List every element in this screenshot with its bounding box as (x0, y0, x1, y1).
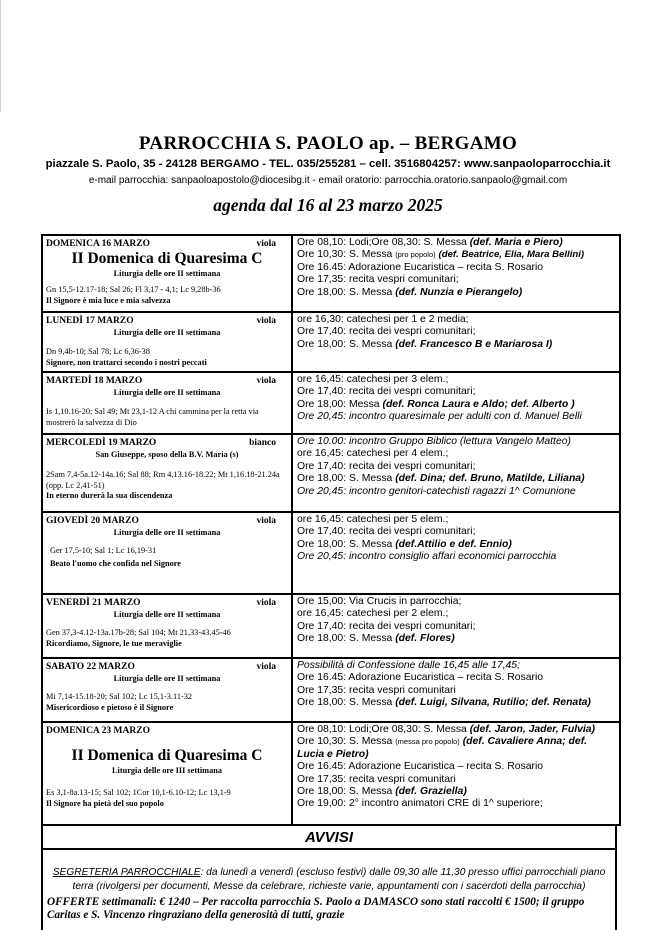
event-line: Ore 18,00: S. Messa (def. Graziella) (297, 786, 467, 798)
day-heading: MARTEDÌ 18 MARZO (46, 376, 143, 386)
event-line: ore 16,45: catechesi per 2 elem.; (297, 608, 449, 620)
parish-address: piazzale S. Paolo, 35 - 24128 BERGAMO - TEL. 035/255281 – cell. 3516804257: www.sanpaoloparrocchia.it (45, 158, 611, 170)
schedule-table (41, 234, 621, 826)
day-row (43, 593, 619, 657)
day-row (43, 511, 619, 593)
liturgical-color: bianco (249, 438, 276, 448)
event-line: Ore 16.45: Adorazione Eucaristica – recita S. Rosario (297, 761, 544, 773)
liturgy-week: Liturgia delle ore II settimana (113, 388, 221, 397)
psalm-response: Il Signore ha pietà del suo popolo (46, 798, 164, 808)
day-info (43, 659, 293, 721)
day-row (43, 236, 619, 311)
office-hours-notice: SEGRETERIA PARROCCHIALE: da lunedì a venerdì (escluso festivi) dalle 09,30 alle 11,30 presso uffici parrocchiali piano terra (rivolgersi per documenti, Messe da celebrare, richieste varie, appuntamenti con i sacerdoti della parrocchia) (52, 867, 606, 892)
event-line: Ore 17,35: recita vespri comunitari (297, 773, 456, 785)
event-line: Ore 18,00: S. Messa (def. Dina; def. Bruno, Matilde, Liliana) (297, 473, 585, 485)
psalm-response: Signore, non trattarci secondo i nostri peccati (46, 357, 207, 367)
day-heading: DOMENICA 16 MARZO (46, 239, 150, 249)
event-line: Ore 17,40: recita dei vespri comunitari; (297, 620, 476, 632)
event-line: ore 16,45: catechesi per 3 elem.; (297, 374, 449, 385)
day-info (43, 513, 293, 593)
event-line: Ore 20,45: incontro consiglio affari economici parrocchia (297, 551, 557, 563)
liturgy-week: Liturgia delle ore II settimana (113, 528, 221, 537)
event-line: Ore 16.45: Adorazione Eucaristica – recita S. Rosario (297, 672, 544, 684)
page-title: PARROCCHIA S. PAOLO ap. – BERGAMO (138, 133, 518, 154)
notices-section (41, 850, 617, 930)
event-line: Ore 17,40: recita dei vespri comunitari; (297, 386, 476, 398)
day-events (293, 373, 619, 433)
feast-title: II Domenica di Quaresima C (71, 747, 263, 764)
event-line: Ore 18,00: S. Messa (def. Nunzia e Pierangelo) (297, 286, 523, 298)
day-heading: SABATO 22 MARZO (46, 662, 135, 672)
event-line: Ore 18,00: S. Messa (def. Francesco B e Mariarosa I) (297, 338, 553, 350)
liturgical-color: viola (256, 516, 276, 526)
psalm-response: Il Signore è mia luce e mia salvezza (46, 295, 171, 305)
day-events (293, 435, 619, 511)
psalm-response: Beato l'uomo che confida nel Signore (50, 558, 181, 568)
day-info (43, 595, 293, 657)
day-events (293, 313, 619, 371)
day-row (43, 433, 619, 511)
day-row (43, 371, 619, 433)
page-edge-line (0, 0, 1, 112)
readings: Ger 17,5-10; Sal 1; Lc 16,19-31 (50, 546, 157, 555)
event-line: Ore 17,35: recita vespri comunitari; (297, 274, 459, 286)
offerings-label: OFFERTE settimanali (47, 896, 153, 908)
liturgical-color: viola (256, 316, 276, 326)
liturgy-week: Liturgia delle ore II settimana (113, 674, 221, 683)
liturgical-color: viola (256, 376, 276, 386)
feast-title: II Domenica di Quaresima C (71, 250, 263, 267)
event-line: ore 16,45: catechesi per 4 elem.; (297, 448, 449, 460)
day-info (43, 723, 293, 824)
readings: 2Sam 7,4-5a.12-14a.16; Sal 88; Rm 4,13.16-18.22; Mt 1,16.18-21.24a (opp. Lc 2,41-51) (46, 470, 280, 490)
psalm-response: Misericordioso e pietoso è il Signore (46, 702, 174, 712)
office-label: SEGRETERIA PARROCCHIALE (52, 867, 201, 878)
psalm-response: Ricordiamo, Signore, le tue meraviglie (46, 638, 182, 648)
event-line: Ore 18,00: S. Messa (def. Luigi, Silvana, Rutilio; def. Renata) (297, 697, 591, 709)
day-heading: DOMENICA 23 MARZO (46, 726, 150, 736)
event-line: Ore 08,10: Lodi;Ore 08,30: S. Messa (def. Maria e Piero) (297, 237, 563, 248)
event-line: Ore 18,00: S. Messa (def. Flores) (297, 633, 455, 645)
readings: Is 1,10.16-20; Sal 49; Mt 23,1-12 A chi cammina per la retta via mostrerò la salvezza di Dio (46, 407, 259, 427)
liturgy-week: Liturgia delle ore III settimana (111, 766, 222, 775)
readings: Gn 15,5-12.17-18; Sal 26; Fl 3,17 - 4,1; Lc 9,28b-36 (46, 285, 221, 294)
day-row (43, 721, 619, 824)
day-events (293, 723, 619, 824)
readings: Mi 7,14-15.18-20; Sal 102; Lc 15,1-3.11-32 (46, 692, 193, 701)
event-line: Ore 10,30: S. Messa (messa pro popolo) (def. Cavaliere Anna; def. (297, 736, 588, 748)
day-info (43, 435, 293, 511)
day-heading: LUNEDÌ 17 MARZO (46, 316, 134, 326)
liturgy-week: Liturgia delle ore II settimana (113, 269, 221, 278)
event-line: Ore 17,40: recita dei vespri comunitari; (297, 460, 476, 472)
day-info (43, 313, 293, 371)
agenda-heading: agenda dal 16 al 23 marzo 2025 (213, 195, 443, 215)
day-heading: MERCOLEDÌ 19 MARZO (46, 438, 157, 448)
liturgical-color: viola (256, 662, 276, 672)
day-events (293, 236, 619, 311)
day-heading: GIOVEDÌ 20 MARZO (46, 516, 139, 526)
liturgical-color: viola (256, 239, 276, 249)
liturgy-week: Liturgia delle ore II settimana (113, 610, 221, 619)
event-line: Ore 08,10: Lodi;Ore 08,30: S. Messa (def. Jaron, Jader, Fulvia) (297, 724, 596, 735)
readings: Dn 9,4b-10; Sal 78; Lc 6,36-38 (46, 347, 150, 356)
event-line: Lucia e Pietro) (297, 748, 369, 760)
event-line: Ore 16.45: Adorazione Eucaristica – recita S. Rosario (297, 261, 544, 273)
liturgical-color: viola (256, 598, 276, 608)
day-row (43, 657, 619, 721)
liturgy-week: Liturgia delle ore II settimana (113, 328, 221, 337)
day-events (293, 659, 619, 721)
offerings-notice: OFFERTE settimanali: € 1240 – Per raccolta parrocchia S. Paolo a DAMASCO sono stati raccolti € 1500; il gruppo Caritas e S. Vincenzo ringraziano della generosità di tutti, grazie (47, 896, 585, 921)
event-line: Ore 10,30: S. Messa (pro popolo) (def. Beatrice, Elia, Mara Bellini) (297, 249, 585, 261)
day-heading: VENERDÌ 21 MARZO (46, 598, 141, 608)
feast-subtitle: San Giuseppe, sposo della B.V. Maria (s) (95, 450, 239, 459)
event-line: ore 16,30: catechesi per 1 e 2 media; (297, 314, 469, 325)
day-events (293, 513, 619, 593)
event-line: Ore 18,00: Messa (def. Ronca Laura e Aldo; def. Alberto ) (297, 398, 575, 410)
event-line: Ore 10.00: incontro Gruppo Biblico (lettura Vangelo Matteo) (297, 436, 571, 447)
event-line: Ore 20,45: incontro genitori-catechisti ragazzi 1^ Comunione (297, 485, 576, 497)
readings: Es 3,1-8a.13-15; Sal 102; 1Cor 10,1-6.10-12; Lc 13,1-9 (46, 788, 231, 797)
event-line: Ore 17,35: recita vespri comunitari (297, 684, 456, 696)
event-line: ore 16,45: catechesi per 5 elem.; (297, 514, 449, 525)
parish-emails: e-mail parrocchia: sanpaoloapostolo@diocesibg.it - email oratorio: parrocchia.oratorio.sanpaolo@gmail.com (88, 175, 568, 186)
readings: Gen 37,3-4.12-13a.17b-28; Sal 104; Mt 21,33-43.45-46 (46, 628, 231, 637)
event-line: Ore 20,45: incontro quaresimale per adulti con d. Manuel Belli (297, 411, 582, 423)
day-row (43, 311, 619, 371)
notices-heading: AVVISI (41, 826, 617, 850)
day-info (43, 373, 293, 433)
day-info (43, 236, 293, 311)
event-line: Ore 18,00: S. Messa (def.Attilio e def. Ennio) (297, 538, 512, 550)
event-line: Ore 17,40: recita dei vespri comunitari; (297, 526, 476, 538)
event-line: Possibilità di Confessione dalle 16,45 alle 17,45; (297, 660, 520, 671)
psalm-response: In eterno durerà la sua discendenza (46, 491, 173, 500)
day-events (293, 595, 619, 657)
event-line: Ore 17,40: recita dei vespri comunitari; (297, 326, 476, 338)
event-line: Ore 15,00: Via Crucis in parrocchia; (297, 596, 462, 607)
event-line: Ore 19,00: 2° incontro animatori CRE di 1^ superiore; (297, 798, 543, 810)
